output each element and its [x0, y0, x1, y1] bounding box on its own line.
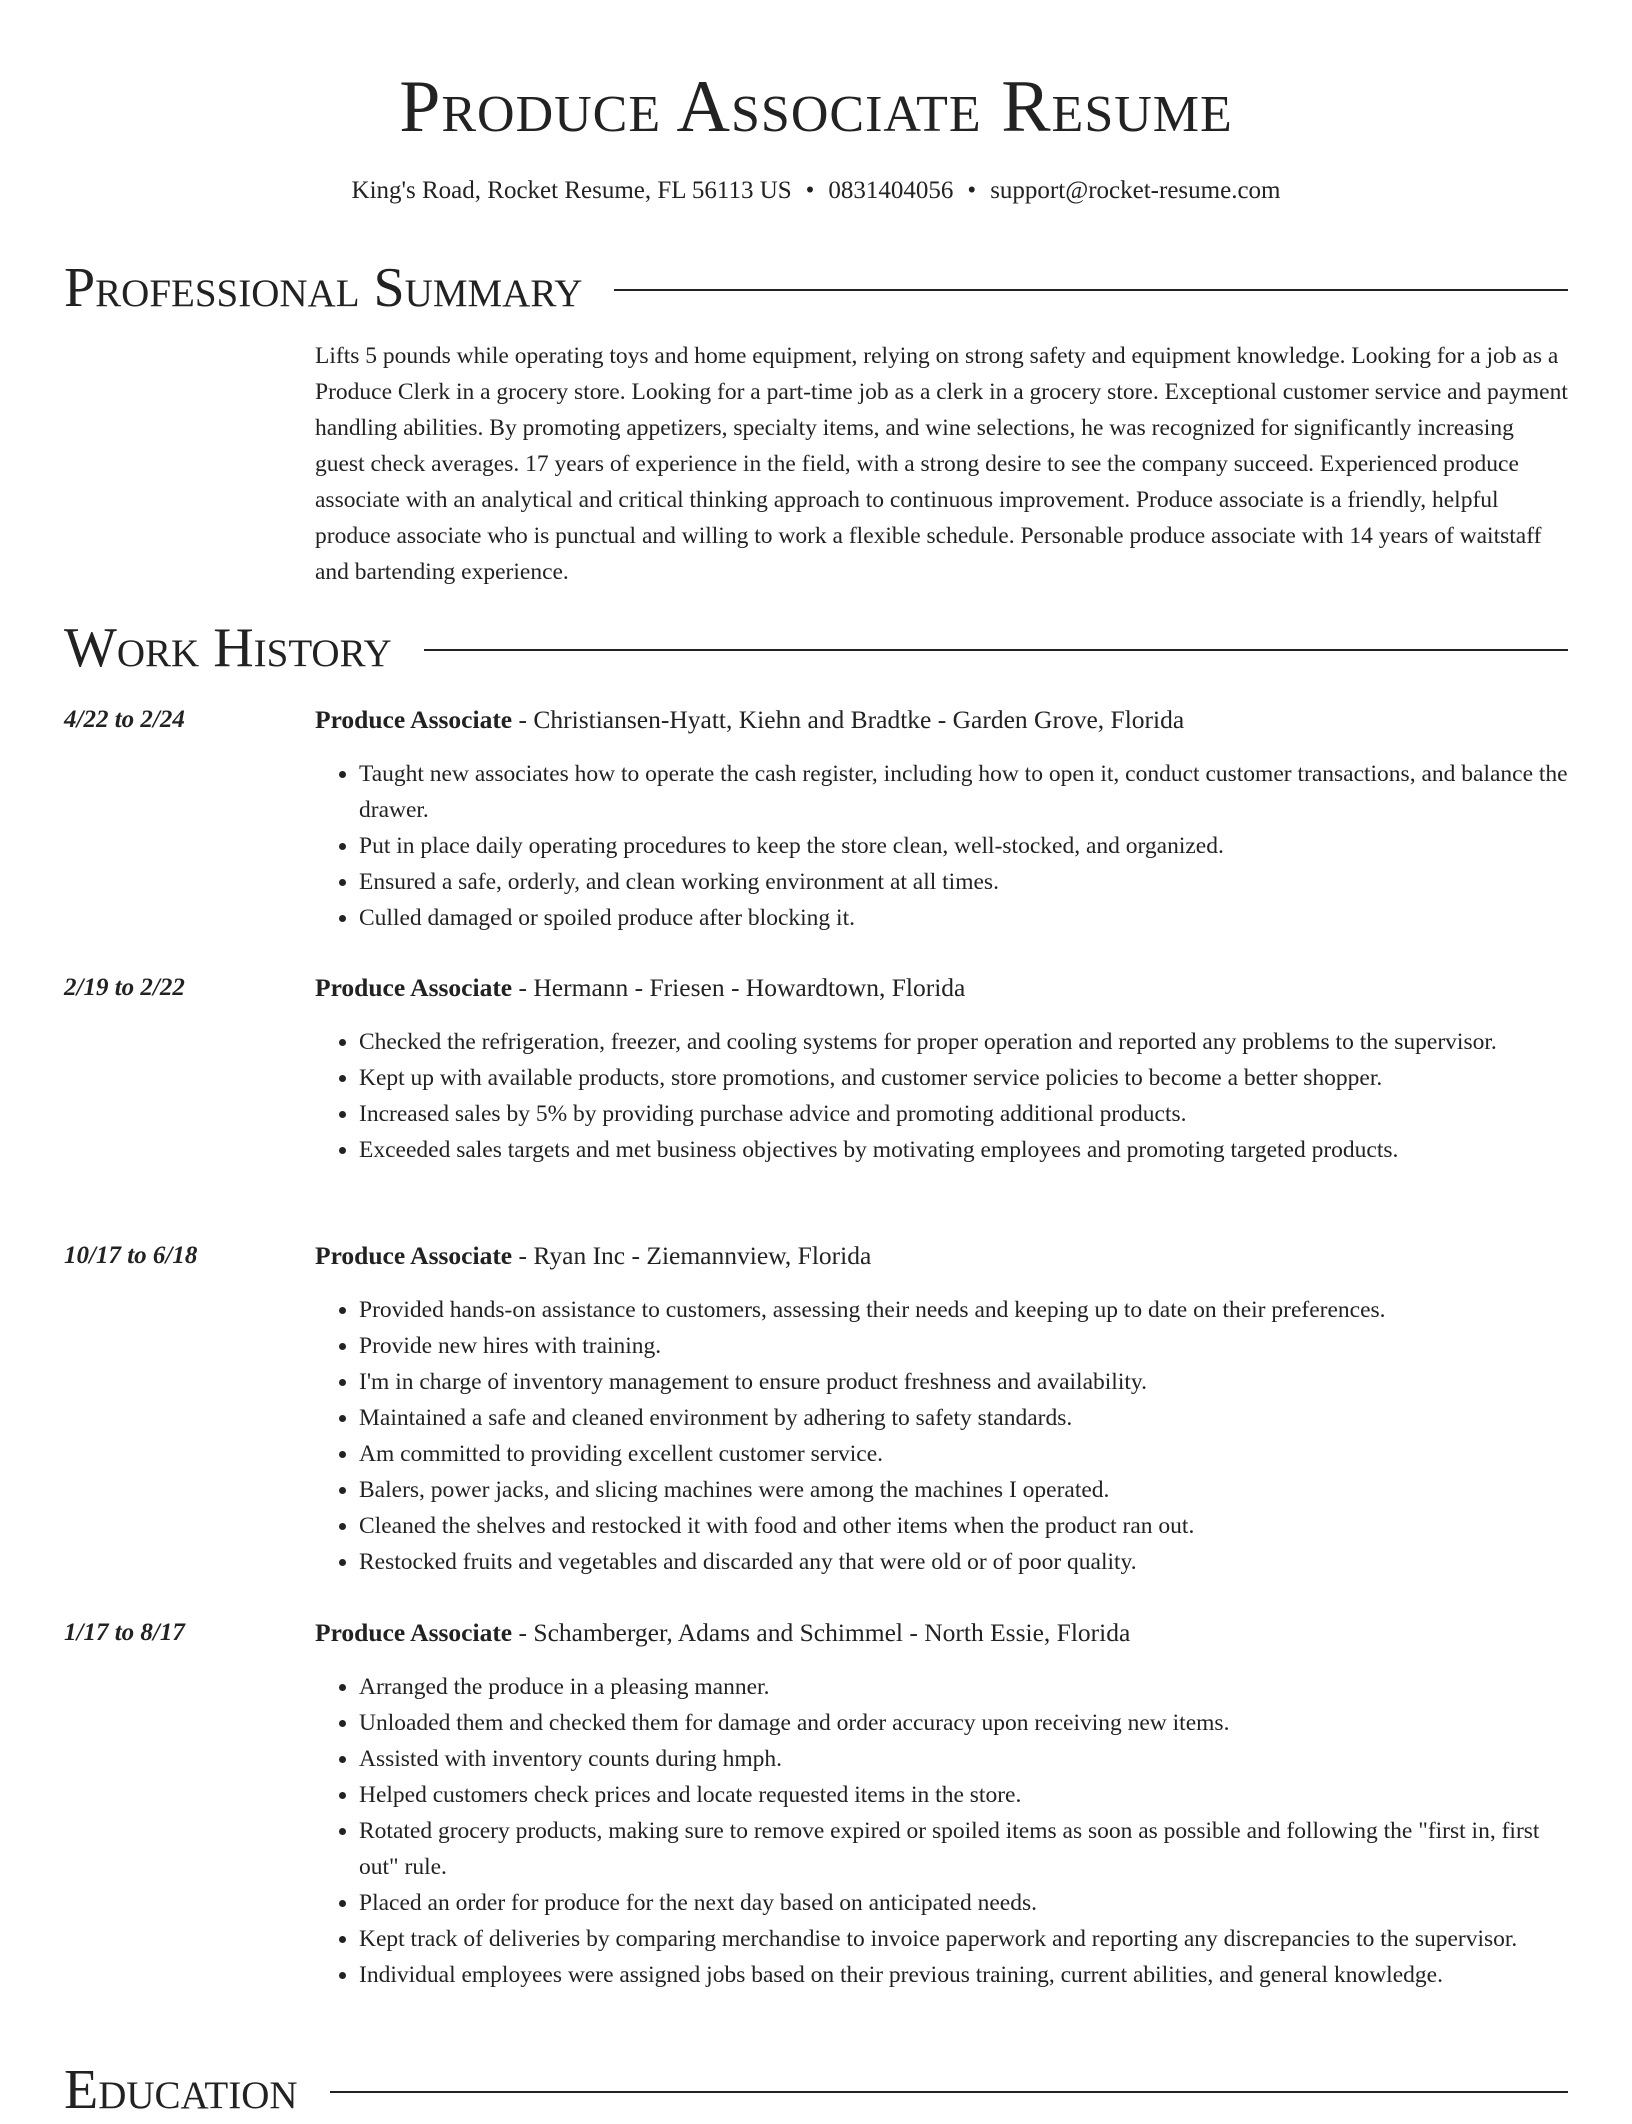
contact-address: King's Road, Rocket Resume, FL 56113 US	[351, 177, 792, 204]
list-item: • Am committed to providing excellent customer service.	[359, 1436, 1568, 1472]
job-entry	[64, 702, 1568, 936]
list-item: • Kept track of deliveries by comparing merchandise to invoice paperwork and reporting any discrepancies to the supervisor.	[359, 1921, 1568, 1957]
summary-section-header	[64, 254, 1568, 322]
list-item: • I'm in charge of inventory management to ensure product freshness and availability.	[359, 1364, 1568, 1400]
list-item: • Unloaded them and checked them for damage and order accuracy upon receiving new items.	[359, 1705, 1568, 1741]
job-details: - Christiansen-Hyatt, Kiehn and Bradtke - Garden Grove, Florida	[512, 705, 1185, 734]
list-item: • Rotated grocery products, making sure to remove expired or spoiled items as soon as possible and following the "first in, first out" rule.	[359, 1813, 1568, 1885]
list-item: • Increased sales by 5% by providing purchase advice and promoting additional products.	[359, 1096, 1568, 1132]
section-divider	[424, 649, 1568, 651]
job-heading	[315, 970, 1568, 1006]
job-bullets	[315, 1669, 1568, 1993]
list-item: • Maintained a safe and cleaned environment by adhering to safety standards.	[359, 1400, 1568, 1436]
list-item: • Cleaned the shelves and restocked it with food and other items when the product ran out.	[359, 1508, 1568, 1544]
summary-heading: Professional Summary	[64, 257, 583, 319]
job-heading	[315, 702, 1568, 738]
job-dates: 4/22 to 2/24	[64, 706, 185, 733]
list-item: • Assisted with inventory counts during hmph.	[359, 1741, 1568, 1777]
list-item: • Provided hands-on assistance to customers, assessing their needs and keeping up to date on their preferences.	[359, 1292, 1568, 1328]
job-title: Produce Associate	[315, 705, 513, 734]
job-title: Produce Associate	[315, 1618, 513, 1647]
list-item: • Culled damaged or spoiled produce after blocking it.	[359, 900, 1568, 936]
contact-separator: •	[805, 177, 815, 204]
list-item: • Placed an order for produce for the next day based on anticipated needs.	[359, 1885, 1568, 1921]
job-entry	[64, 1615, 1568, 1993]
list-item: • Arranged the produce in a pleasing manner.	[359, 1669, 1568, 1705]
job-bullets	[315, 1024, 1568, 1168]
list-item: • Balers, power jacks, and slicing machines were among the machines I operated.	[359, 1472, 1568, 1508]
list-item: • Put in place daily operating procedures to keep the store clean, well-stocked, and organized.	[359, 828, 1568, 864]
list-item: • Provide new hires with training.	[359, 1328, 1568, 1364]
job-dates: 2/19 to 2/22	[64, 974, 185, 1001]
list-item: • Helped customers check prices and locate requested items in the store.	[359, 1777, 1568, 1813]
list-item: • Ensured a safe, orderly, and clean working environment at all times.	[359, 864, 1568, 900]
resume-title: Produce Associate Resume	[399, 66, 1233, 148]
job-entry	[64, 1238, 1568, 1580]
work-history-heading: Work History	[64, 617, 392, 679]
section-divider	[330, 2091, 1568, 2093]
education-section-header	[64, 2056, 1568, 2124]
job-bullets	[315, 1292, 1568, 1580]
contact-separator: •	[967, 177, 977, 204]
job-details: - Schamberger, Adams and Schimmel - North Essie, Florida	[512, 1618, 1131, 1647]
job-details: - Ryan Inc - Ziemannview, Florida	[512, 1241, 872, 1270]
job-title: Produce Associate	[315, 973, 513, 1002]
job-heading	[315, 1615, 1568, 1651]
work-history-section-header	[64, 614, 1568, 682]
job-title: Produce Associate	[315, 1241, 513, 1270]
job-dates: 10/17 to 6/18	[64, 1242, 198, 1269]
contact-line	[0, 174, 1632, 208]
section-divider	[614, 289, 1568, 291]
job-bullets	[315, 756, 1568, 936]
list-item: • Restocked fruits and vegetables and discarded any that were old or of poor quality.	[359, 1544, 1568, 1580]
list-item: • Exceeded sales targets and met business objectives by motivating employees and promoting targeted products.	[359, 1132, 1568, 1168]
job-details: - Hermann - Friesen - Howardtown, Florida	[512, 973, 966, 1002]
job-dates: 1/17 to 8/17	[64, 1619, 185, 1646]
job-heading	[315, 1238, 1568, 1274]
list-item: • Checked the refrigeration, freezer, and cooling systems for proper operation and reported any problems to the supervisor.	[359, 1024, 1568, 1060]
list-item: • Individual employees were assigned jobs based on their previous training, current abilities, and general knowledge.	[359, 1957, 1568, 1993]
education-heading: Education	[64, 2059, 298, 2121]
list-item: • Taught new associates how to operate the cash register, including how to open it, conduct customer transactions, and balance the drawer.	[359, 756, 1568, 828]
summary-text: Lifts 5 pounds while operating toys and home equipment, relying on strong safety and equipment knowledge. Looking for a job as a Produce Clerk in a grocery store. Looking for a part-time job as a clerk in a grocery store. Exceptional customer service and payment handling abilities. By promoting appetizers, specialty items, and wine selections, he was recognized for significantly increasing guest check averages. 17 years of experience in the field, with a strong desire to see the company succeed. Experienced produce associate with an analytical and critical thinking approach to continuous improvement. Produce associate is a friendly, helpful produce associate who is punctual and willing to work a flexible schedule. Personable produce associate with 14 years of waitstaff and bartending experience.	[315, 343, 1568, 585]
list-item: • Kept up with available products, store promotions, and customer service policies to become a better shopper.	[359, 1060, 1568, 1096]
contact-email: support@rocket-resume.com	[990, 177, 1281, 204]
job-entry	[64, 970, 1568, 1168]
contact-phone: 0831404056	[828, 177, 954, 204]
